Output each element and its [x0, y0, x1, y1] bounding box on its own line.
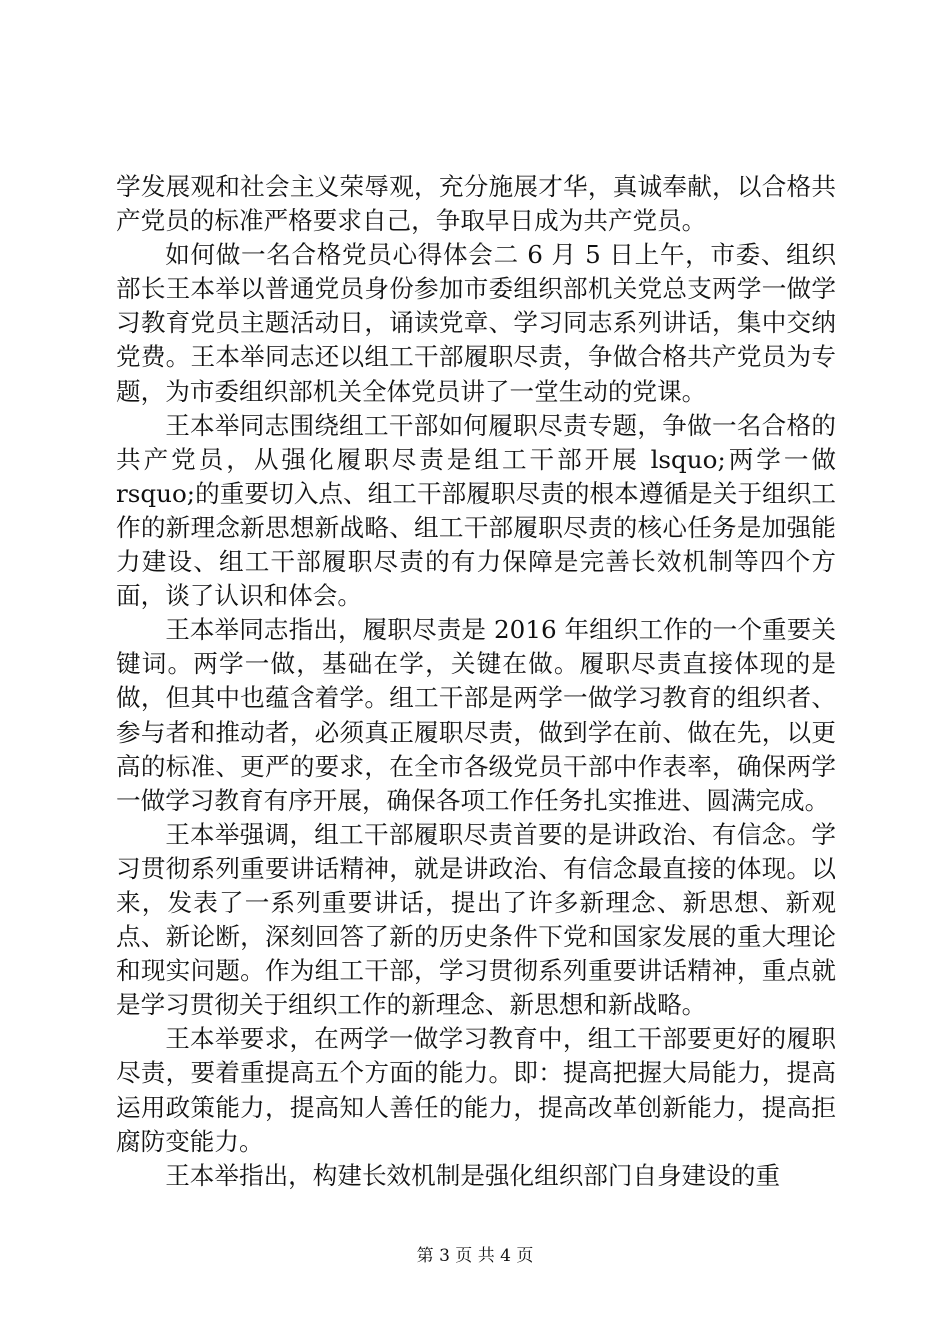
- paragraph: 王本举强调，组工干部履职尽责首要的是讲政治、有信念。学习贯彻系列重要讲话精神，就是讲政治、有信念最直接的体现。以来，发表了一系列重要讲话，提出了许多新理念、新思想、新观点、新论断，深刻回答了新的历史条件下党和国家发展的重大理论和现实问题。作为组工干部，学习贯彻系列重要讲话精神，重点就是学习贯彻关于组织工作的新理念、新思想和新战略。: [116, 819, 836, 1020]
- paragraph: 王本举指出，构建长效机制是强化组织部门自身建设的重: [165, 1160, 781, 1190]
- page-number-footer: 第 3 页 共 4 页: [416, 1246, 534, 1266]
- paragraph: 王本举要求，在两学一做学习教育中，组工干部要更好的履职尽责，要着重提高五个方面的能力。即：提高把握大局能力，提高运用政策能力，提高知人善任的能力，提高改革创新能力，提高拒腐防变能力。: [116, 1024, 836, 1156]
- paragraph: 王本举同志指出，履职尽责是 2016 年组织工作的一个重要关键词。两学一做，基础在学，关键在做。履职尽责直接体现的是做，但其中也蕴含着学。组工干部是两学一做学习教育的组织者、参与者和推动者，必须真正履职尽责，做到学在前、做在先，以更高的标准、更严的要求，在全市各级党员干部中作表率，确保两学一做学习教育有序开展，确保各项工作任务扎实推进、圆满完成。: [116, 615, 836, 815]
- paragraph: 如何做一名合格党员心得体会二 6 月 5 日上午，市委、组织部长王本举以普通党员身份参加市委组织部机关党总支两学一做学习教育党员主题活动日，诵读党章、学习同志系列讲话，集中交纳党费。王本举同志还以组工干部履职尽责，争做合格共产党员为专题，为市委组织部机关全体党员讲了一堂生动的党课。: [116, 240, 836, 406]
- document-body: [116, 170, 836, 1193]
- paragraph-continued: 学发展观和社会主义荣辱观，充分施展才华，真诚奉献，以合格共产党员的标准严格要求自己，争取早日成为共产党员。: [116, 172, 836, 236]
- paragraph: 王本举同志围绕组工干部如何履职尽责专题，争做一名合格的共产党员，从强化履职尽责是组工干部开展 lsquo;两学一做 rsquo;的重要切入点、组工干部履职尽责的根本遵循是关于组织工作的新理念新思想新战略、组工干部履职尽责的核心任务是加强能力建设、组工干部履职尽责的有力保障是完善长效机制等四个方面，谈了认识和体会。: [116, 410, 836, 611]
